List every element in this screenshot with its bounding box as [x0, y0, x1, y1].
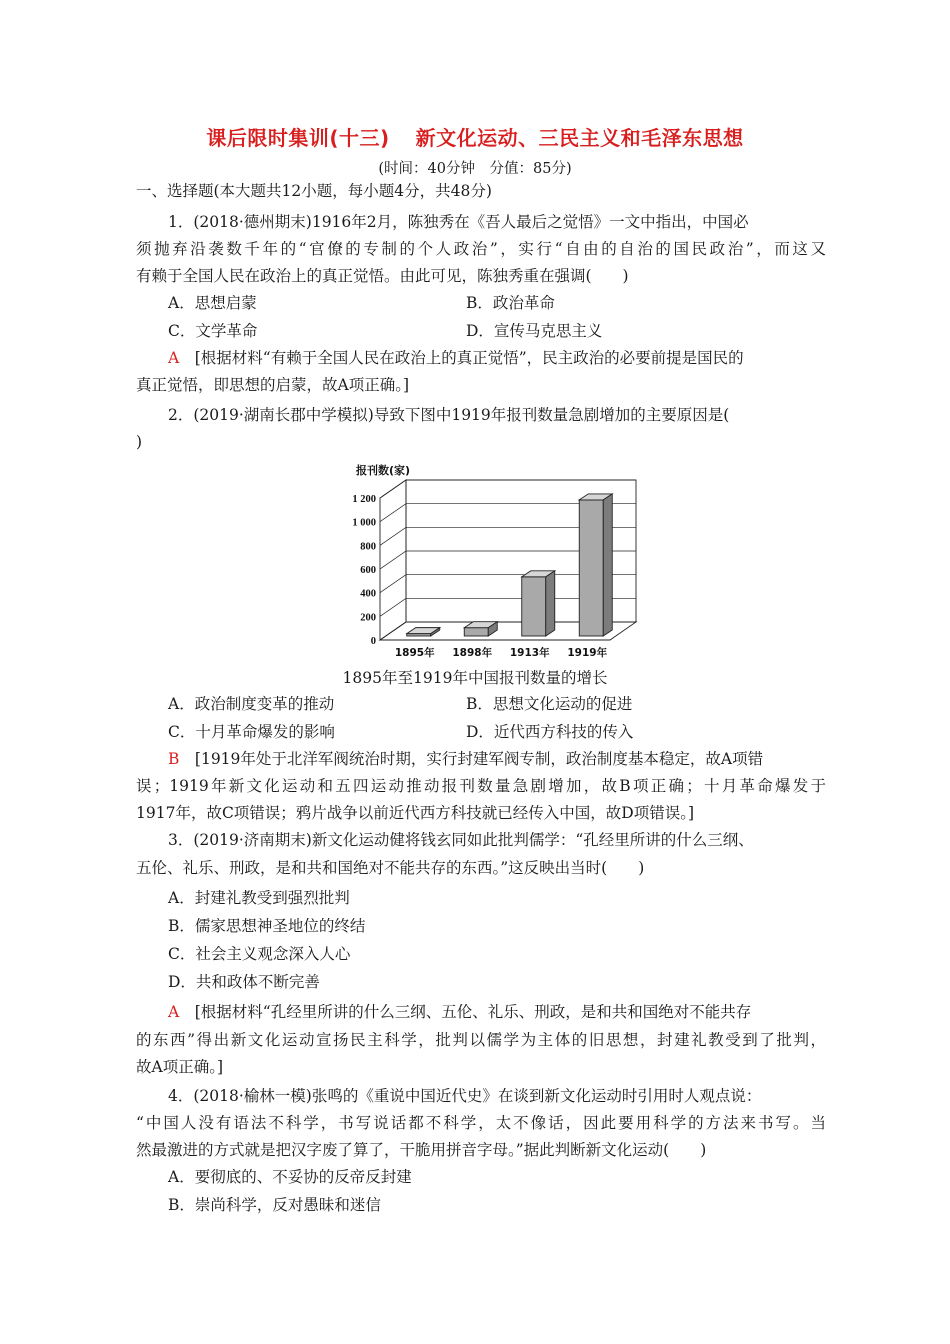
y-tick-label: 600 [360, 565, 376, 576]
bar-front [579, 500, 603, 636]
q2-explanation-line-1 [168, 749, 826, 769]
q3-explanation-text: [根据材料“孔经里所讲的什么三纲、五伦、礼乐、刑政，是和共和国绝对不能共存 [194, 1003, 752, 1021]
q1-explanation-line-2: 真正觉悟，即思想的启蒙，故A项正确。] [136, 376, 409, 394]
y-tick-label: 400 [360, 588, 376, 600]
q3-line-1: 3．(2019·济南期末)新文化运动健将钱玄同如此批判儒学：“孔经里所讲的什么三纲、 [168, 831, 754, 849]
y-tick-label: 1 000 [352, 517, 376, 529]
q4-line-2: “中国人没有语法不科学，书写说话都不科学，太不像话，因此要用科学的方法来书写。当 [136, 1114, 826, 1132]
q4-option-b: B．崇尚科学，反对愚昧和迷信 [168, 1196, 381, 1214]
q2-option-d: D．近代西方科技的传入 [466, 723, 634, 741]
y-tick-label: 0 [370, 636, 376, 647]
q1-line-3: 有赖于全国人民在政治上的真正觉悟。由此可见，陈独秀重在强调( ) [136, 267, 629, 285]
bar-front [464, 628, 488, 636]
q4-line-1: 4．(2018·榆林一模)张鸣的《重说中国近代史》在谈到新文化运动时引用时人观点说： [168, 1087, 762, 1105]
q2-line-1: 2．(2019·湖南长郡中学模拟)导致下图中1919年报刊数量急剧增加的主要原因是( [168, 406, 730, 424]
q2-line-2: ) [136, 433, 143, 451]
bar-side [603, 494, 612, 636]
q1-line-1: 1．(2018·德州期末)1916年2月，陈独秀在《吾人最后之觉悟》一文中指出，中国必 [168, 213, 749, 231]
x-tick-label: 1919年 [567, 647, 608, 659]
section-heading: 一、选择题(本大题共12小题，每小题4分，共48分) [136, 182, 492, 200]
q2-explanation-line-3: 1917年，故C项错误；鸦片战争以前近代西方科技就已经传入中国，故D项错误。] [136, 804, 695, 822]
q4-option-a: A．要彻底的、不妥协的反帝反封建 [168, 1168, 412, 1186]
q2-explanation-line-2: 误；1919年新文化运动和五四运动推动报刊数量急剧增加，故B项正确；十月革命爆发于 [136, 777, 826, 795]
q3-explanation-line-3: 故A项正确。] [136, 1058, 223, 1076]
bar-side [546, 571, 555, 636]
x-tick-label: 1895年 [394, 647, 435, 659]
x-tick-label: 1898年 [452, 647, 493, 659]
q3-option-d: D．共和政体不断完善 [168, 973, 320, 991]
title-part-1: 课后限时集训(十三) [206, 126, 390, 150]
title-part-2: 新文化运动、三民主义和毛泽东思想 [415, 126, 744, 150]
q3-option-b: B．儒家思想神圣地位的终结 [168, 917, 366, 935]
y-axis-title: 报刊数(家) [356, 464, 411, 477]
q2-explanation-text: [1919年处于北洋军阀统治时期，实行封建军阀专制，政治制度基本稳定，故A项错 [194, 750, 764, 768]
q1-explanation-line-1 [168, 348, 826, 368]
q3-option-c: C．社会主义观念深入人心 [168, 945, 351, 963]
q3-explanation-line-2: 的东西”得出新文化运动宣扬民主科学，批判以儒学为主体的旧思想，封建礼教受到了批判， [136, 1031, 826, 1049]
page-title [0, 122, 950, 151]
y-tick-label: 200 [360, 612, 376, 624]
q3-explanation-line-1 [168, 1002, 826, 1022]
q3-answer: A [168, 1003, 180, 1021]
chart-caption: 1895年至1919年中国报刊数量的增长 [342, 669, 608, 687]
q2-answer: B [168, 750, 180, 768]
q3-line-2: 五伦、礼乐、刑政，是和共和国绝对不能共存的东西。”这反映出当时( ) [136, 859, 645, 877]
bar-chart-svg [330, 462, 650, 662]
q1-explanation-text: [根据材料“有赖于全国人民在政治上的真正觉悟”，民主政治的必要前提是国民的 [194, 349, 744, 367]
q2-option-b: B．思想文化运动的促进 [466, 695, 633, 713]
q2-option-c: C．十月革命爆发的影响 [168, 723, 335, 741]
q4-line-3: 然最激进的方式就是把汉字废了算了，干脆用拼音字母。”据此判断新文化运动( ) [136, 1141, 707, 1159]
q2-option-a: A．政治制度变革的推动 [168, 695, 335, 713]
x-tick-label: 1913年 [509, 647, 550, 659]
q1-option-a: A．思想启蒙 [168, 294, 257, 312]
bar-front [522, 577, 546, 636]
y-tick-label: 800 [360, 541, 376, 553]
q1-line-2: 须抛弃沿袭数千年的“官僚的专制的个人政治”，实行“自由的自治的国民政治”，而这又 [136, 240, 826, 258]
page-subtitle: (时间：40分钟 分值：85分) [378, 161, 572, 177]
bar-chart [330, 462, 650, 662]
q1-option-d: D．宣传马克思主义 [466, 322, 603, 340]
q1-answer: A [168, 349, 180, 367]
q3-option-a: A．封建礼教受到强烈批判 [168, 889, 350, 907]
q1-option-b: B．政治革命 [466, 294, 555, 312]
q1-option-c: C．文学革命 [168, 322, 258, 340]
y-tick-label: 1 200 [352, 494, 376, 505]
